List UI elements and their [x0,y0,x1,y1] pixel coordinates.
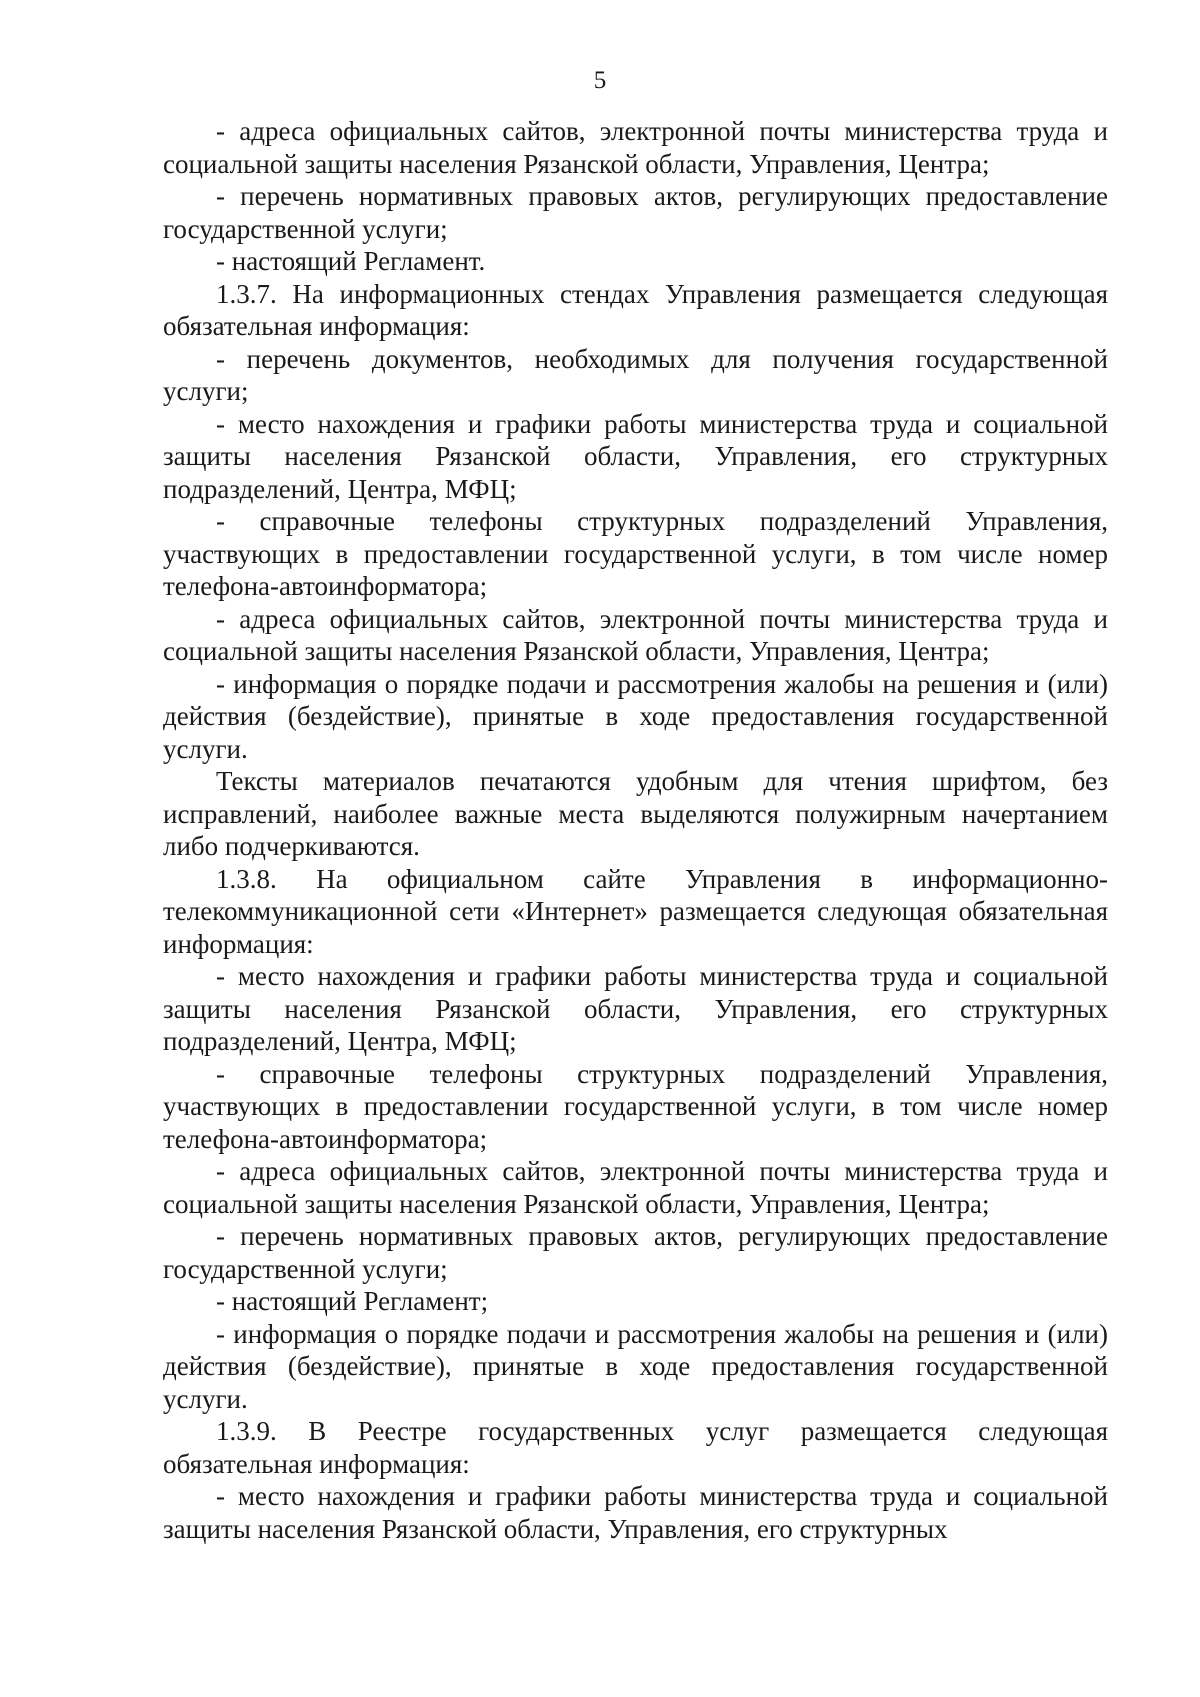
paragraph: - информация о порядке подачи и рассмотрения жалобы на решения и (или) действия (бездействие), принятые в ходе предоставления государственной услуги. [163,1318,1108,1414]
section-heading-1-3-7: 1.3.7. На информационных стендах Управления размещается следующая обязательная информация: [163,278,1108,341]
paragraph: - информация о порядке подачи и рассмотрения жалобы на решения и (или) действия (бездействие), принятые в ходе предоставления государственной услуги. [163,668,1108,764]
paragraph: - справочные телефоны структурных подразделений Управления, участвующих в предоставлении государственной услуги, в том числе номер телефона-автоинформатора; [163,506,1108,601]
paragraph: - справочные телефоны структурных подразделений Управления, участвующих в предоставлении государственной услуги, в том числе номер телефона-автоинформатора; [163,1058,1108,1154]
section-heading-1-3-8: 1.3.8. На официальном сайте Управления в информационно-телекоммуникационной сети «Интернет» размещается следующая обязательная информация: [163,863,1108,959]
section-heading-1-3-9: 1.3.9. В Реестре государственных услуг размещается следующая обязательная информация: [163,1416,1108,1479]
page-number: 5 [593,67,607,94]
paragraph: - адреса официальных сайтов, электронной почты министерства труда и социальной защиты населения Рязанской области, Управления, Центра; [163,116,1108,179]
paragraph: - перечень нормативных правовых актов, регулирующих предоставление государственной услуги; [163,1221,1108,1284]
paragraph: - перечень документов, необходимых для получения государственной услуги; [163,343,1108,406]
paragraph: - адреса официальных сайтов, электронной почты министерства труда и социальной защиты населения Рязанской области, Управления, Центра; [163,603,1108,666]
document-body [163,115,1108,1545]
paragraph: - перечень нормативных правовых актов, регулирующих предоставление государственной услуги; [163,181,1108,244]
paragraph: - адреса официальных сайтов, электронной почты министерства труда и социальной защиты населения Рязанской области, Управления, Центра; [163,1156,1108,1219]
paragraph: - настоящий Регламент; [216,1286,489,1316]
paragraph: Тексты материалов печатаются удобным для чтения шрифтом, без исправлений, наиболее важные места выделяются полужирным начертанием либо подчеркиваются. [163,766,1108,861]
paragraph: - место нахождения и графики работы министерства труда и социальной защиты населения Рязанской области, Управления, его структурных [163,1481,1108,1544]
paragraph: - место нахождения и графики работы министерства труда и социальной защиты населения Рязанской области, Управления, его структурных подразделений, Центра, МФЦ; [163,961,1108,1056]
paragraph: - настоящий Регламент. [216,246,486,276]
paragraph: - место нахождения и графики работы министерства труда и социальной защиты населения Рязанской области, Управления, его структурных подразделений, Центра, МФЦ; [163,408,1108,504]
